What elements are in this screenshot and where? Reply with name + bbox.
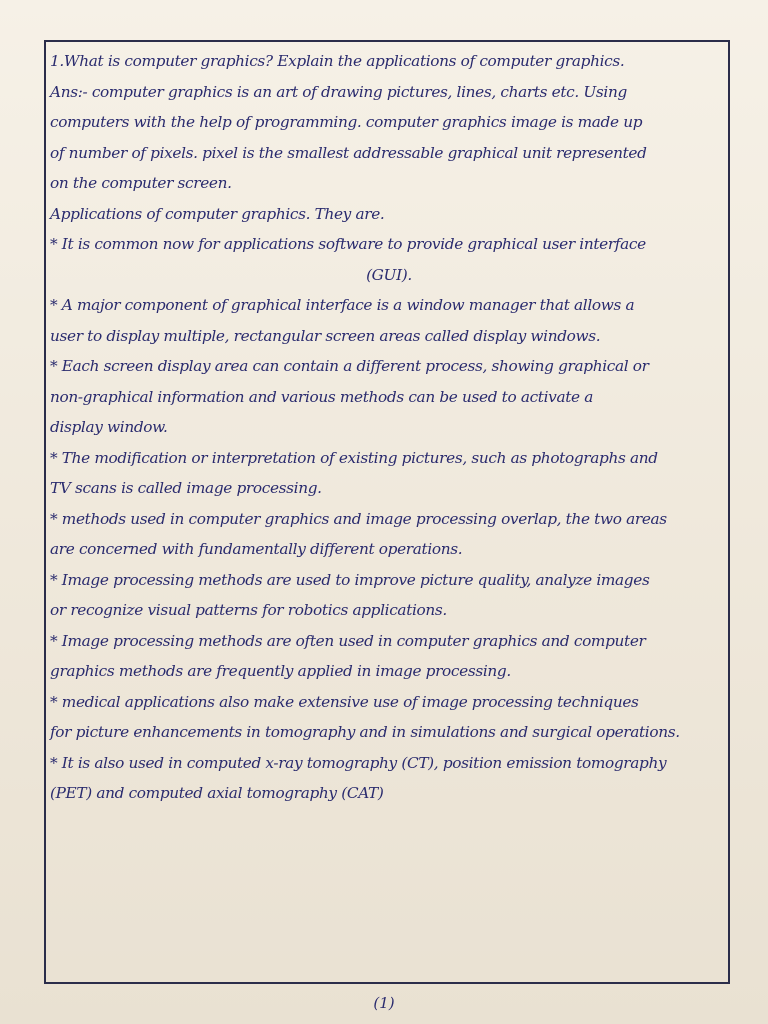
bullet-line: or recognize visual patterns for robotics applications. <box>50 601 447 619</box>
bullet-line: * methods used in computer graphics and image processing overlap, the two areas <box>50 509 667 528</box>
handwritten-answer <box>50 46 728 809</box>
bullet-line: (PET) and computed axial tomography (CAT) <box>50 784 384 802</box>
bullet-line: graphics methods are frequently applied in image processing. <box>50 662 511 680</box>
bullet-line: * It is common now for applications software to provide graphical user interface <box>50 235 646 253</box>
bullet-line: * The modification or interpretation of existing pictures, such as photographs and <box>50 448 658 467</box>
bullet-line: * Each screen display area can contain a different process, showing graphical or <box>50 357 649 375</box>
bullet-line: non-graphical information and various methods can be used to activate a <box>50 387 593 406</box>
bullet-line: * Image processing methods are used to improve picture quality, analyze images <box>50 570 650 589</box>
bullet-line: display window. <box>50 418 168 436</box>
bullet-line: * It is also used in computed x-ray tomography (CT), position emission tomography <box>50 753 667 772</box>
question-line: 1.What is computer graphics? Explain the applications of computer graphics. <box>50 52 625 70</box>
bullet-line: (GUI). <box>366 265 412 284</box>
applications-heading: Applications of computer graphics. They are. <box>50 204 385 223</box>
bullet-line: user to display multiple, rectangular screen areas called display windows. <box>50 326 601 345</box>
answer-line: Ans:- computer graphics is an art of drawing pictures, lines, charts etc. Using <box>50 82 627 101</box>
bullet-line: TV scans is called image processing. <box>50 479 322 497</box>
bullet-line: * Image processing methods are often used in computer graphics and computer <box>50 631 646 650</box>
bullet-line: are concerned with fundamentally different operations. <box>50 540 463 558</box>
answer-line: of number of pixels. pixel is the smallest addressable graphical unit represented <box>50 143 647 162</box>
bullet-line: for picture enhancements in tomography and in simulations and surgical operations. <box>50 723 680 741</box>
page-number: (1) <box>373 994 395 1012</box>
bullet-line: * A major component of graphical interface is a window manager that allows a <box>50 296 635 314</box>
answer-line: on the computer screen. <box>50 174 232 192</box>
answer-line: computers with the help of programming. computer graphics image is made up <box>50 113 643 131</box>
bullet-line: * medical applications also make extensive use of image processing techniques <box>50 692 639 711</box>
